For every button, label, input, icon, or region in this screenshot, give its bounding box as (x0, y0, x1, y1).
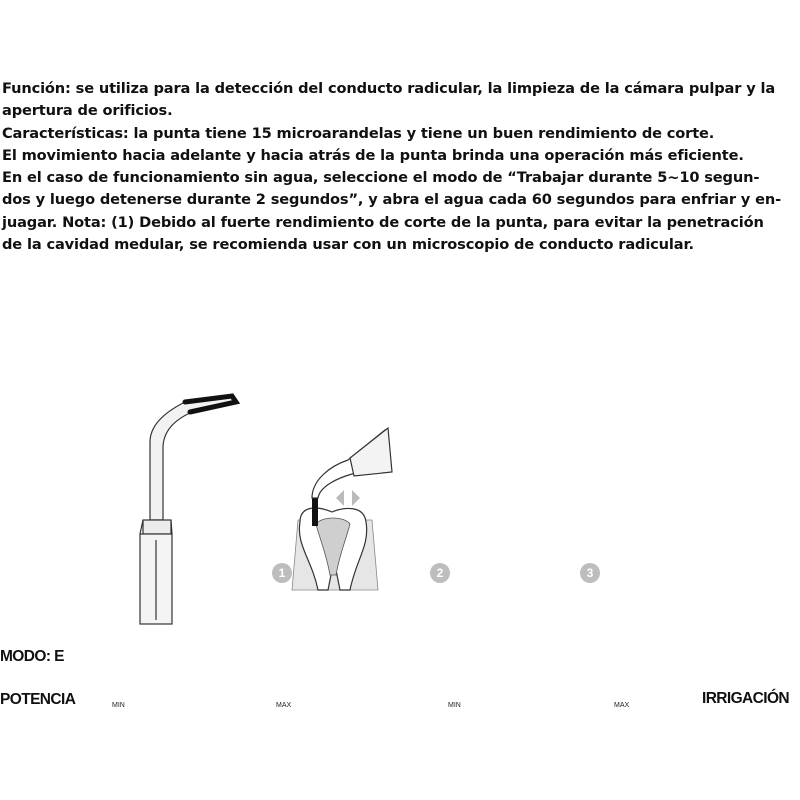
mode-label: MODO: E (0, 648, 64, 665)
desc-line-2: apertura de orificios. (2, 102, 173, 120)
irrigation-min-label: MIN (448, 702, 461, 709)
power-max-label: MAX (276, 702, 292, 709)
desc-line-5: En el caso de funcionamiento sin agua, seleccione el modo de “Trabajar durante 5~10 segun- (2, 169, 760, 187)
irrigation-max-label: MAX (614, 702, 630, 709)
step-3-badge: 3 (580, 563, 600, 583)
desc-line-1: Función: se utiliza para la detección del conducto radicular, la limpieza de la cámara pulpar y la (2, 80, 776, 97)
power-min-label: MIN (112, 702, 125, 709)
scaler-tip-image (140, 396, 236, 624)
description-text (2, 78, 798, 256)
desc-line-3: Características: la punta tiene 15 microarandelas y tiene un buen rendimiento de corte. (2, 124, 715, 142)
desc-line-8: de la cavidad medular, se recomienda usar con un microscopio de conducto radicular. (2, 236, 694, 254)
desc-line-6: dos y luego detenerse durante 2 segundos”, y abra el agua cada 60 segundos para enfriar y en- (2, 191, 781, 209)
irrigation-label: IRRIGACIÓN (702, 690, 790, 707)
desc-line-4: El movimiento hacia adelante y hacia atrás de la punta brinda una operación más eficiente. (2, 146, 744, 164)
step-1-illustration (292, 428, 392, 590)
usage-illustration (0, 380, 800, 780)
power-label: POTENCIA (0, 691, 76, 708)
step-1-badge: 1 (272, 563, 292, 583)
step-2-badge: 2 (430, 563, 450, 583)
desc-line-7: juagar. Nota: (1) Debido al fuerte rendimiento de corte de la punta, para evitar la penetración (2, 213, 764, 231)
